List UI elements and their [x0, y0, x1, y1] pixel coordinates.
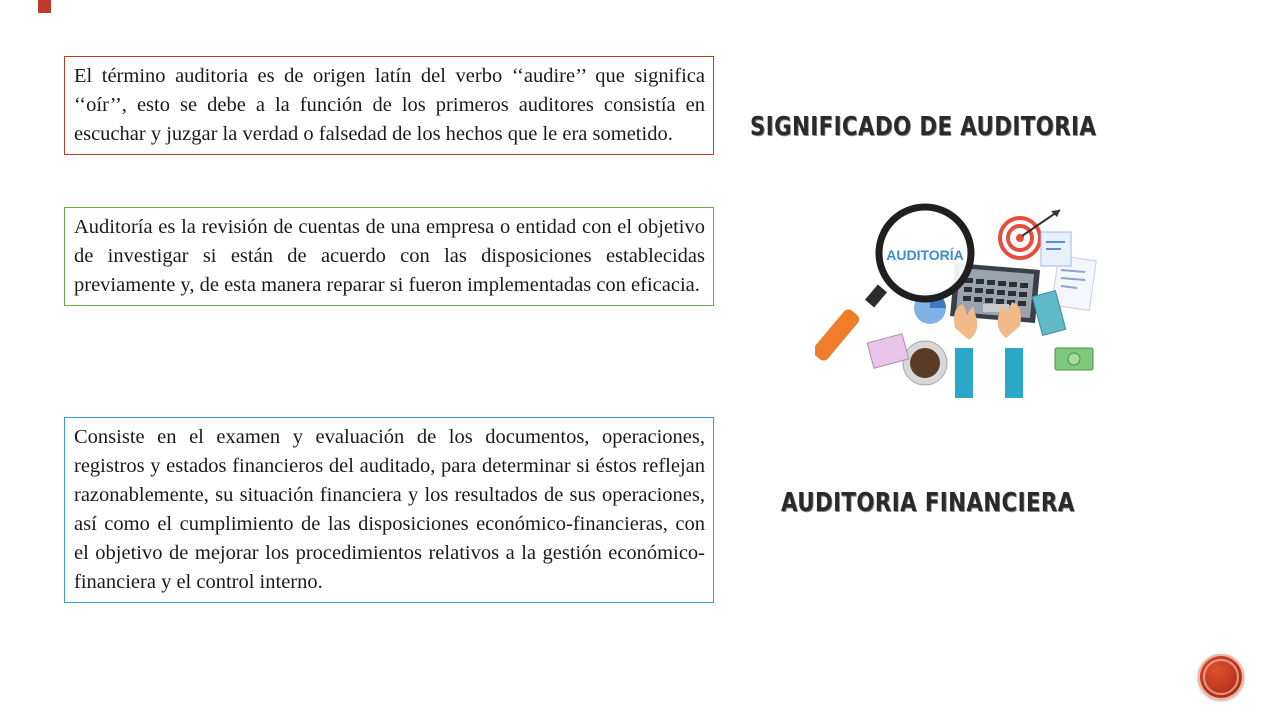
money-icon: [1055, 348, 1093, 370]
heading-significado: SIGNIFICADO DE AUDITORIA: [750, 112, 1097, 142]
text-box-financial: [64, 417, 714, 603]
paragraph-financial: Consiste en el examen y evaluación de los documentos, operaciones, registros y estados financieros del auditado, para determinar si éstos reflejan razonablemente, su situación financiera y los resultados de sus operaciones, así como el cumplimiento de las disposiciones económico-financieras, con el objetivo de mejorar los procedimientos relativos a la gestión económico-financiera y el control interno.: [74, 426, 705, 593]
text-box-definition: [64, 207, 714, 306]
next-slide-button[interactable]: [1198, 654, 1244, 700]
auditoria-label: AUDITORÍA: [886, 247, 964, 263]
audit-illustration: [815, 198, 1100, 403]
paragraph-origin: El término auditoria es de origen latín del verbo ‘‘audire’’ que significa ‘‘oír’’, esto se debe a la función de los primeros auditores consistía en escuchar y juzgar la verdad o falsedad de los hechos que le era sometido.: [74, 65, 705, 145]
report-icon: [1041, 232, 1071, 266]
text-box-origin: [64, 56, 714, 155]
button-ring: [1203, 659, 1239, 695]
heading-auditoria-financiera: AUDITORIA FINANCIERA: [781, 488, 1075, 518]
corner-accent: [38, 0, 51, 13]
coffee-cup-icon: [903, 341, 947, 385]
paragraph-definition: Auditoría es la revisión de cuentas de una empresa o entidad con el objetivo de investigar si están de acuerdo con las disposiciones establecidas previamente y, de esta manera reparar si fueron implementadas con eficacia.: [74, 216, 705, 296]
